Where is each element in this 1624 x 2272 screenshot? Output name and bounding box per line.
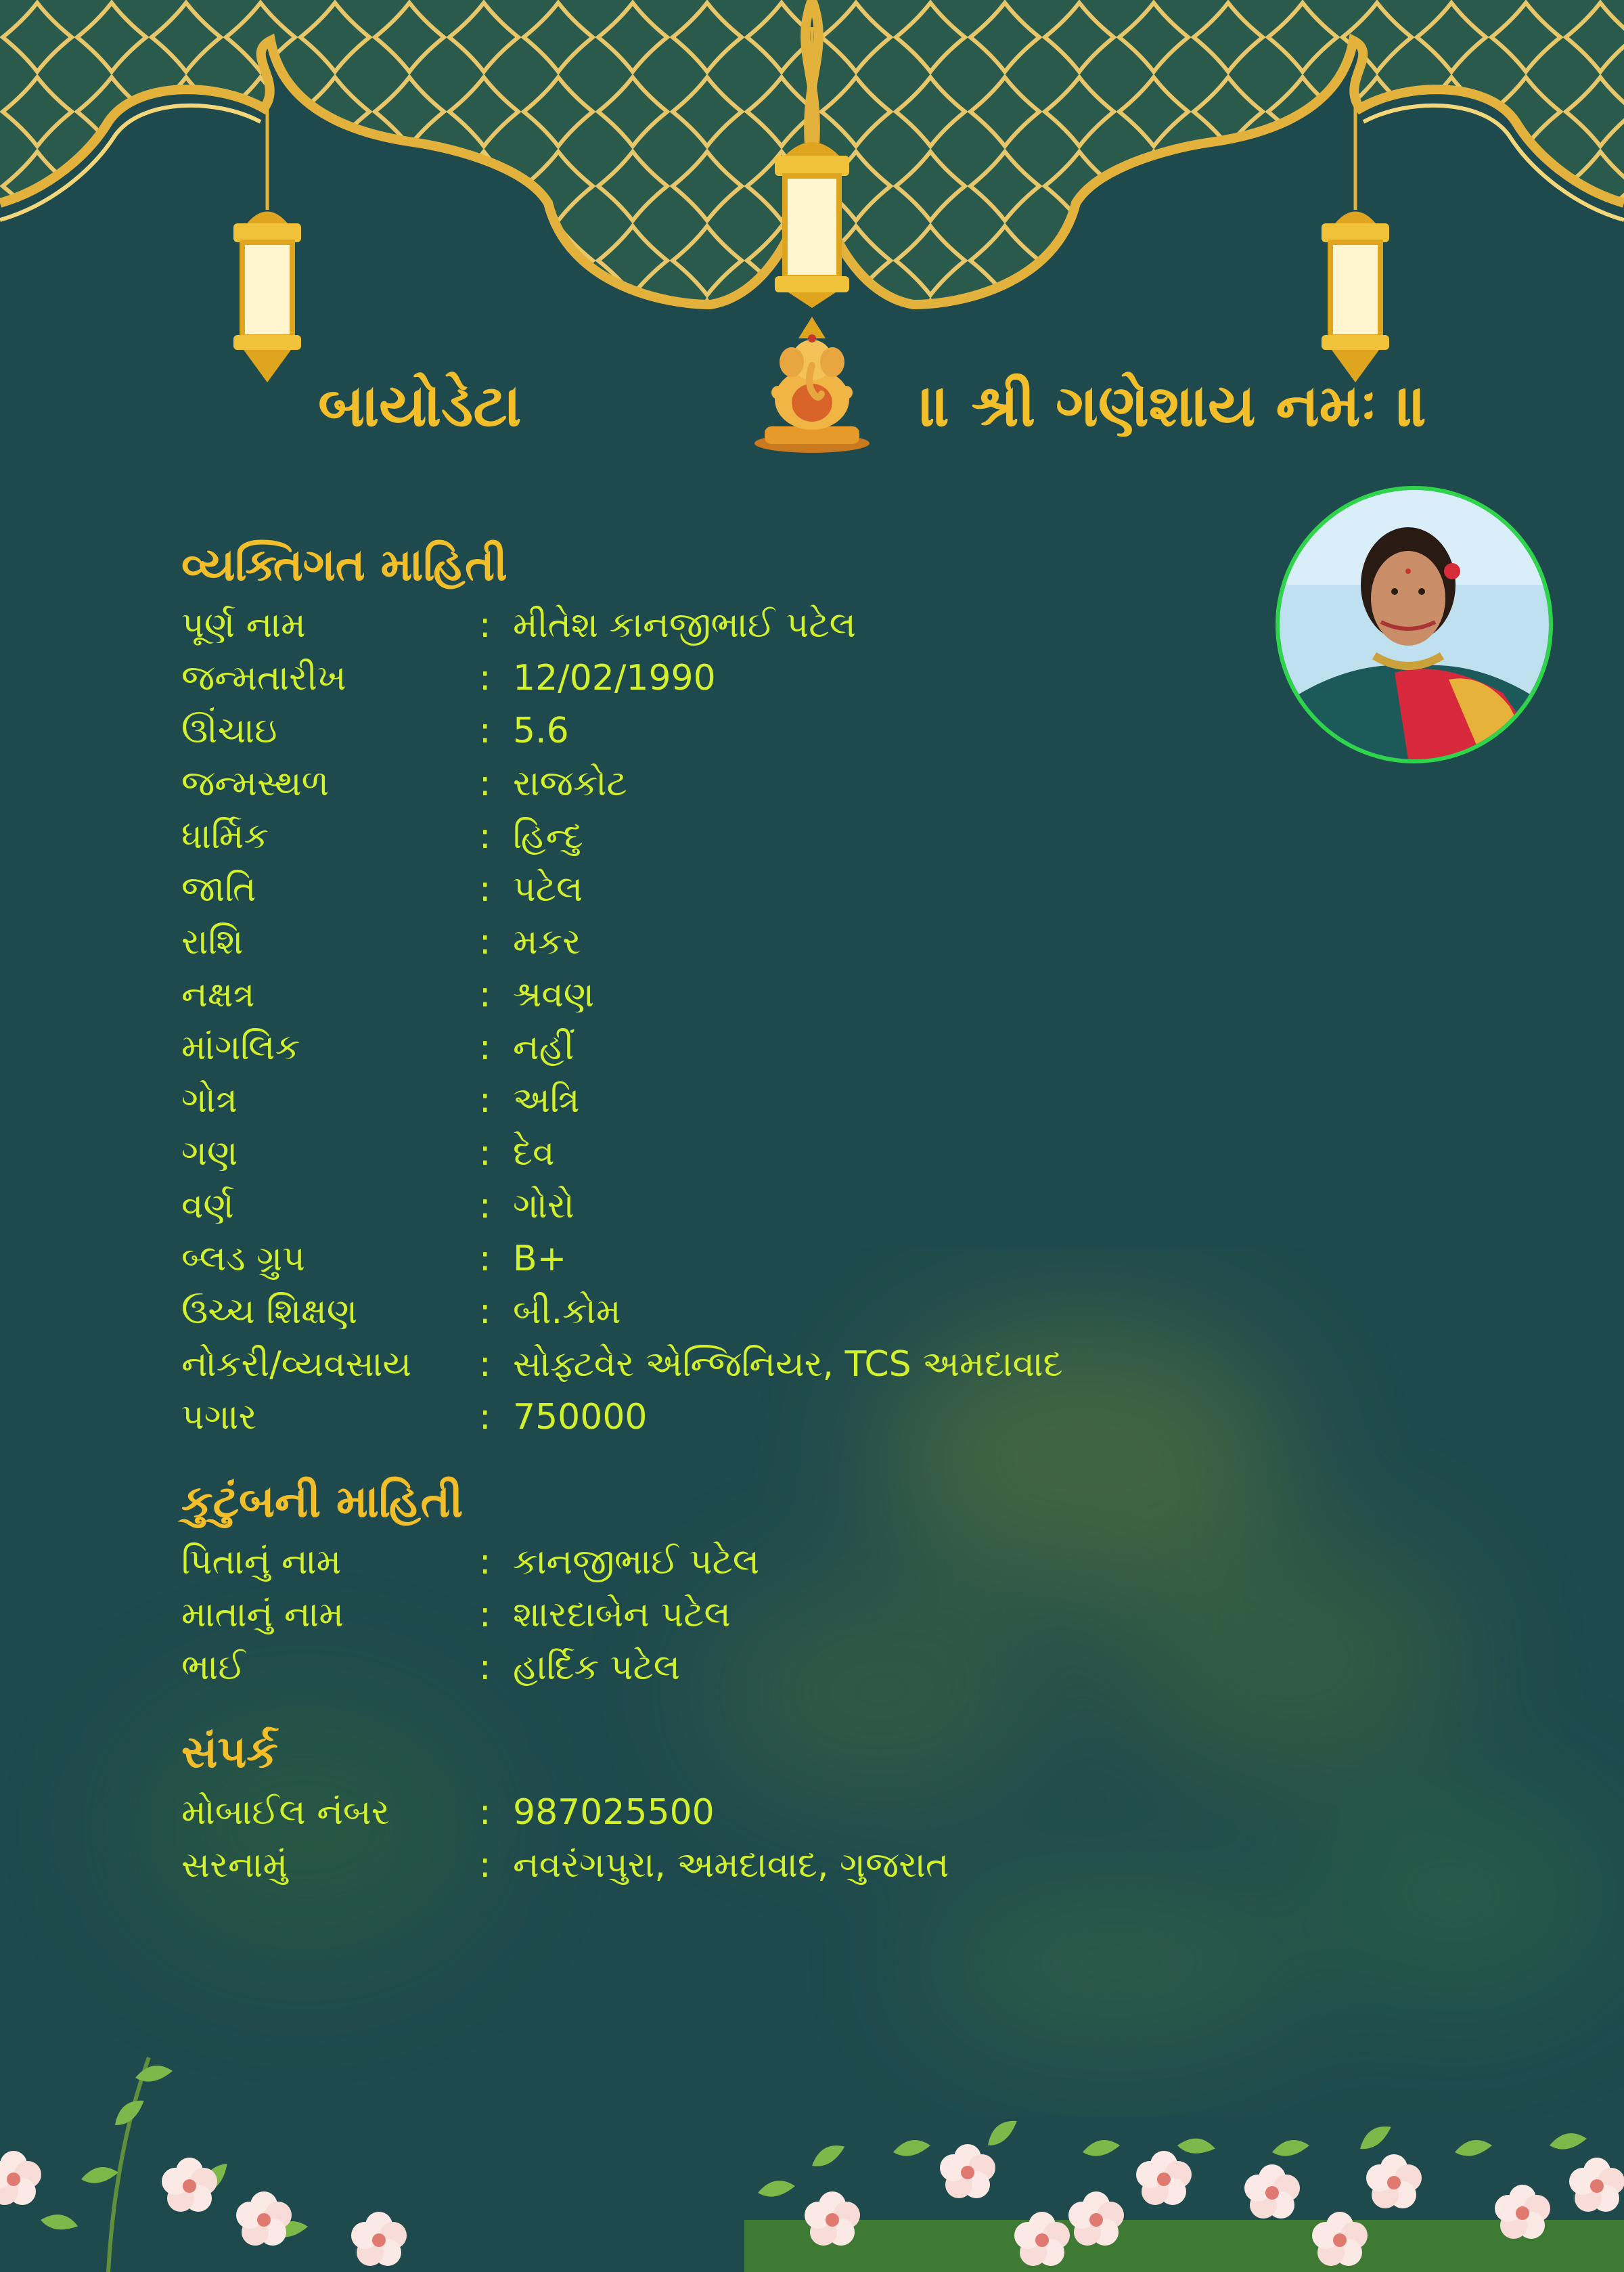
- detail-label: ગોત્ર: [181, 1079, 238, 1121]
- detail-row-height: [181, 705, 1264, 757]
- detail-separator: :: [479, 1845, 491, 1886]
- detail-separator: :: [479, 1239, 491, 1279]
- detail-label: ગણ: [181, 1132, 238, 1174]
- detail-value: 12/02/1990: [513, 658, 716, 698]
- detail-row-occupation: [181, 1338, 1264, 1391]
- detail-row-gotra: [181, 1074, 1264, 1127]
- detail-row-birth-date: [181, 652, 1264, 705]
- detail-separator: :: [479, 1291, 491, 1332]
- detail-value: બી.કોમ: [513, 1291, 621, 1332]
- detail-value: 5.6: [513, 711, 569, 751]
- personal-details-list: [181, 599, 1264, 1444]
- detail-row-address: [181, 1839, 1264, 1892]
- detail-separator: :: [479, 658, 491, 698]
- ganesha-idol-icon: [751, 311, 873, 453]
- detail-label: પિતાનું નામ: [181, 1541, 342, 1582]
- detail-value: 750000: [513, 1397, 648, 1438]
- detail-separator: :: [479, 869, 491, 910]
- detail-label: જન્મતારીખ: [181, 657, 346, 698]
- detail-separator: :: [479, 605, 491, 646]
- detail-label: ભાઈ: [181, 1647, 246, 1688]
- detail-value: રાજકોટ: [513, 763, 627, 804]
- detail-value: પટેલ: [513, 868, 583, 910]
- invocation-text: ॥ શ્રી ગણેશાય નમઃ ॥: [920, 372, 1428, 440]
- detail-label: ધાર્મિક: [181, 816, 269, 857]
- detail-value: નવરંગપુરા, અમદાવાદ, ગુજરાત: [513, 1844, 949, 1886]
- detail-separator: :: [479, 1027, 491, 1068]
- detail-separator: :: [479, 1542, 491, 1582]
- detail-value: શ્રવણ: [513, 974, 595, 1015]
- detail-separator: :: [479, 1080, 491, 1121]
- detail-separator: :: [479, 1344, 491, 1385]
- contact-details-list: [181, 1786, 1264, 1892]
- detail-row-caste: [181, 863, 1264, 916]
- detail-label: બ્લડ ગ્રુપ: [181, 1238, 305, 1279]
- detail-value: કાનજીભાઈ પટેલ: [513, 1541, 760, 1582]
- detail-row-complexion: [181, 1180, 1264, 1232]
- detail-value: હિન્દુ: [513, 816, 583, 857]
- profile-photo-image: [1280, 490, 1549, 759]
- detail-value: મીતેશ કાનજીભાઈ પટેલ: [513, 604, 856, 646]
- detail-separator: :: [479, 711, 491, 751]
- detail-label: સરનામું: [181, 1844, 288, 1886]
- detail-value: હાર્દિક પટેલ: [513, 1647, 681, 1688]
- detail-separator: :: [479, 1792, 491, 1833]
- detail-value: શારદાબેન પટેલ: [513, 1594, 731, 1635]
- detail-separator: :: [479, 1647, 491, 1688]
- detail-label: નક્ષત્ર: [181, 974, 255, 1015]
- detail-label: રાશિ: [181, 921, 244, 962]
- detail-row-salary: [181, 1391, 1264, 1444]
- detail-value: દેવ: [513, 1132, 555, 1174]
- section-spacer: [181, 1694, 1264, 1718]
- detail-value: અત્રિ: [513, 1079, 580, 1121]
- detail-row-nakshatra: [181, 968, 1264, 1021]
- detail-row-full-name: [181, 599, 1264, 652]
- lantern-icon-left: [233, 91, 301, 382]
- detail-label: ઊંચાઇ: [181, 710, 277, 751]
- lantern-icon-right: [1322, 91, 1389, 382]
- family-details-list: [181, 1536, 1264, 1694]
- detail-row-father-name: [181, 1536, 1264, 1588]
- detail-value: 987025500: [513, 1792, 715, 1833]
- detail-label: પૂર્ણ નામ: [181, 604, 306, 646]
- detail-row-religion: [181, 810, 1264, 863]
- detail-label: ઉચ્ચ શિક્ષણ: [181, 1291, 358, 1332]
- detail-separator: :: [479, 816, 491, 857]
- detail-row-birth-place: [181, 757, 1264, 810]
- detail-label: વર્ણ: [181, 1185, 234, 1226]
- biodata-content: [181, 531, 1264, 1892]
- detail-label: નોકરી/વ્યવસાય: [181, 1343, 412, 1385]
- footer-floral-decoration: [0, 2017, 1624, 2272]
- detail-row-education: [181, 1285, 1264, 1338]
- detail-value: ગોરો: [513, 1185, 574, 1226]
- detail-row-brother: [181, 1641, 1264, 1694]
- detail-value: મકર: [513, 921, 581, 962]
- detail-separator: :: [479, 763, 491, 804]
- detail-separator: :: [479, 1186, 491, 1226]
- profile-photo: [1276, 486, 1553, 763]
- detail-label: જન્મસ્થળ: [181, 763, 330, 804]
- detail-label: માતાનું નામ: [181, 1594, 344, 1635]
- detail-row-mobile: [181, 1786, 1264, 1839]
- detail-separator: :: [479, 922, 491, 962]
- detail-row-gan: [181, 1127, 1264, 1180]
- detail-separator: :: [479, 1133, 491, 1174]
- detail-label: પગાર: [181, 1396, 257, 1438]
- document-title: બાયોડેટા: [318, 372, 522, 440]
- detail-separator: :: [479, 975, 491, 1015]
- section-title-contact: સંપર્ક: [181, 1726, 278, 1778]
- detail-row-manglik: [181, 1021, 1264, 1074]
- detail-separator: :: [479, 1397, 491, 1438]
- section-title-personal: વ્યક્તિગત માહિતી: [181, 539, 508, 591]
- detail-row-blood-group: [181, 1232, 1264, 1285]
- detail-label: મોબાઈલ નંબર: [181, 1791, 390, 1833]
- detail-row-zodiac: [181, 916, 1264, 968]
- section-spacer: [181, 1444, 1264, 1468]
- detail-label: જાતિ: [181, 868, 256, 910]
- detail-label: માંગલિક: [181, 1027, 300, 1068]
- detail-value: સોફ્ટવેર એન્જિનિયર, TCS અમદાવાદ: [513, 1343, 1063, 1385]
- detail-row-mother-name: [181, 1588, 1264, 1641]
- detail-separator: :: [479, 1595, 491, 1635]
- detail-value: નહીં: [513, 1027, 574, 1068]
- detail-value: B+: [513, 1239, 567, 1279]
- section-title-family: કુટુંબની માહિતી: [181, 1475, 464, 1528]
